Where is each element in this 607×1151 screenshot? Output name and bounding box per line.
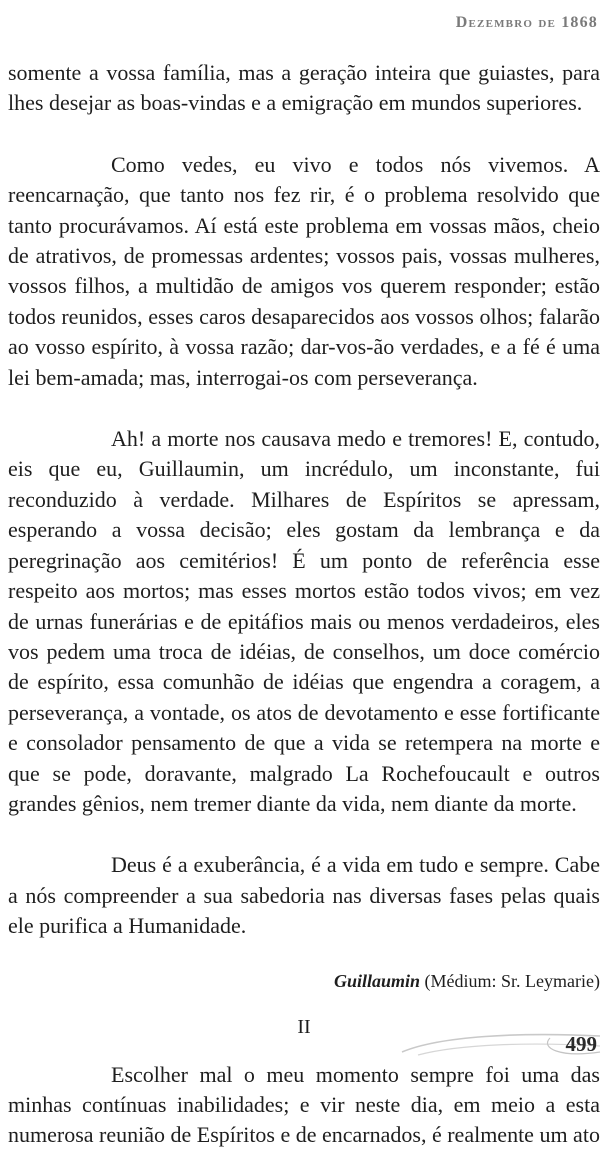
paragraph: Ah! a morte nos causava medo e tremores! E, contudo, eis que eu, Guillaumin, um incrédulo, um inconstante, fui reconduzido à verdade. Milhares de Espíritos se apressam, esperando a vossa decisão; eles gostam da lembrança e da peregrinação aos cemitérios! É um ponto de referência esse respeito aos mortos; mas esses mortos estão todos vivos; em vez de urnas funerárias e de epitáfios mais ou menos verdadeiros, eles vos pedem uma troca de idéias, de conselhos, um doce comércio de espírito, essa comunhão de idéias que engendra a coragem, a perseverança, a vontade, os atos de devotamento e esse fortificante e consolador pensamento de que a vida se retempera na morte e que se pode, doravante, malgrado La Rochefoucault e outros grandes gênios, nem tremer diante da vida, nem diante da morte. <box>8 426 600 816</box>
signature-name: Guillaumin <box>333 970 421 991</box>
signature-medium: (Médium: Sr. Leymarie) <box>424 970 600 991</box>
page-body <box>8 58 600 1151</box>
signature-line <box>8 968 600 994</box>
running-header: Dezembro de 1868 <box>455 14 598 31</box>
paragraph: Deus é a exuberância, é a vida em tudo e sempre. Cabe a nós compreender a sua sabedoria nas diversas fases pelas quais ele purifica a Humanidade. <box>8 852 600 939</box>
page-footer <box>400 1022 607 1071</box>
paragraph: Escolher mal o meu momento sempre foi uma das minhas contínuas inabilidades; e vir neste dia, em meio a esta numerosa reunião de Espíritos e de encarnados, é realmente um ato <box>8 1061 600 1148</box>
section-heading: II <box>297 1015 311 1038</box>
page-number: 499 <box>565 1032 597 1056</box>
paragraph: Como vedes, eu vivo e todos nós vivemos. A reencarnação, que tanto nos fez rir, é o problema resolvido que tanto procurávamos. Aí está este problema em vossas mãos, cheio de atrativos, de promessas ardentes; vossos pais, vossas mulheres, vossos filhos, a multidão de amigos vos querem responder; estão todos reunidos, esses caros desaparecidos aos vossos olhos; falarão ao vosso espírito, à vossa razão; dar-vos-ão verdades, e a fé é uma lei bem-amada; mas, interrogai-os com perseverança. <box>8 151 600 390</box>
paragraph-continuation: somente a vossa família, mas a geração inteira que guiastes, para lhes desejar as boas-vindas e a emigração em mundos superiores. <box>8 60 600 116</box>
